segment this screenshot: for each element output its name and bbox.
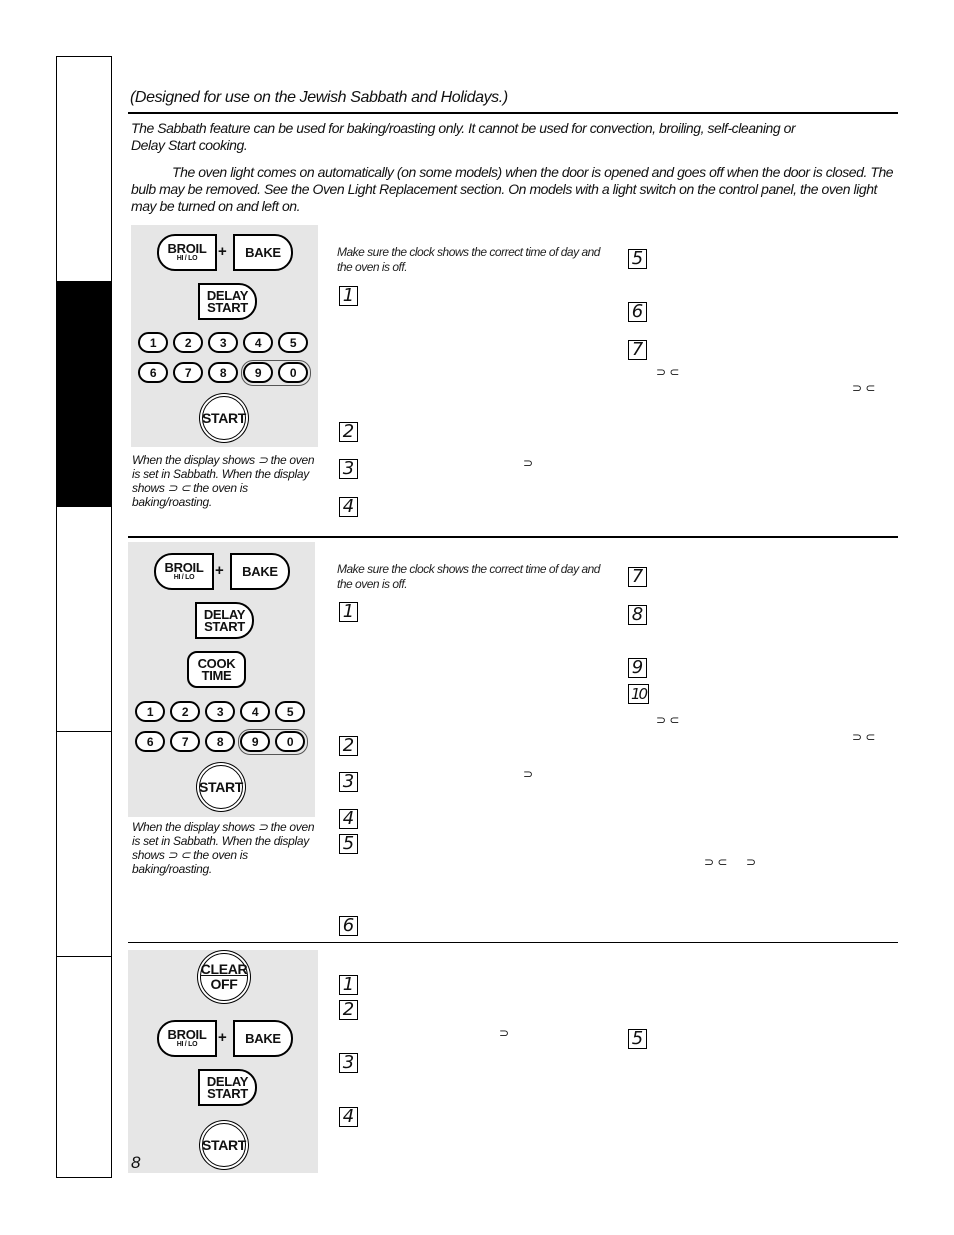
section-tab[interactable] [57,507,111,732]
step-number-10: 10 [628,684,649,704]
delay-start-button-line1: DELAY [206,287,249,303]
plus-sign: + [218,1029,227,1046]
step-number-8: 8 [628,605,647,625]
display-symbol: ⊃ [523,456,534,470]
step-number-2: 2 [339,1000,358,1020]
intro-paragraph-2: The oven light comes on automatically (on some models) when the door is opened and goes off when the door is closed. The bulb may be removed. See the Oven Light Replacement section. On models with a light switch on the control panel, the oven light may be turned on and left on. [131,164,894,214]
start-button-label: START [201,409,247,426]
number-key-3[interactable]: 3 [205,701,235,722]
step-number-4: 4 [339,497,358,517]
broil-label: BROIL [167,240,207,256]
broil-sublabel: HI / LO [176,1040,198,1048]
bake-button[interactable] [230,553,290,590]
bake-label: BAKE [242,563,278,579]
clear-off-button[interactable] [200,953,248,1001]
display-symbol: ⊃ ⊂ [852,730,876,744]
number-key-9[interactable]: 9 [240,731,270,752]
number-key-0[interactable]: 0 [278,362,308,383]
step-number-5: 5 [628,249,647,269]
step-number-9: 9 [628,658,647,678]
step-number-6: 6 [628,302,647,322]
number-key-6[interactable]: 6 [138,362,168,383]
number-key-8[interactable]: 8 [208,362,238,383]
cook-time-button-line2: TIME [201,667,232,683]
step-number-2: 2 [339,736,358,756]
number-key-7[interactable]: 7 [170,731,200,752]
broil-button[interactable] [157,1020,217,1057]
number-key-6[interactable]: 6 [135,731,165,752]
delay-start-button-line2: START [207,1085,248,1101]
display-symbol: ⊃ [746,855,757,869]
cook-time-button-line1: COOK [197,655,236,671]
delay-start-button-line1: DELAY [206,1073,249,1089]
step-number-1: 1 [339,975,358,995]
bake-button[interactable] [233,234,293,271]
start-button[interactable] [202,1123,246,1167]
broil-sublabel: HI / LO [176,254,198,262]
display-caption-2: When the display shows ⊃ the oven is set in Sabbath. When the display shows ⊃ ⊂ the oven is baking/roasting. [132,820,315,876]
number-key-5[interactable]: 5 [275,701,305,722]
number-key-2[interactable]: 2 [173,332,203,353]
number-key-1[interactable]: 1 [138,332,168,353]
section-tab[interactable] [57,57,111,282]
start-button-label: START [201,1136,247,1153]
number-key-9[interactable]: 9 [243,362,273,383]
step-number-1: 1 [339,602,358,622]
section-tab-active[interactable] [57,282,111,507]
bake-label: BAKE [245,244,281,260]
section-tab[interactable] [57,732,111,957]
step-number-4: 4 [339,809,358,829]
step-number-2: 2 [339,422,358,442]
start-button[interactable] [199,765,243,809]
step-number-4: 4 [339,1107,358,1127]
cook-time-button[interactable] [187,651,246,688]
step-number-3: 3 [339,459,358,479]
step-number-1: 1 [339,286,358,306]
plus-sign: + [215,562,224,579]
delay-start-button-line2: START [204,618,245,634]
delay-start-button[interactable] [198,283,257,320]
clear-off-button-label2: OFF [210,976,238,992]
step-number-7: 7 [628,340,647,360]
display-symbol: ⊃ [523,767,534,781]
number-key-0[interactable]: 0 [275,731,305,752]
display-symbol: ⊃ ⊂ [852,381,876,395]
delay-start-button-line1: DELAY [203,606,246,622]
section-tab-strip [56,56,112,1178]
step-number-7: 7 [628,567,647,587]
start-button-label: START [198,778,244,795]
bake-button[interactable] [233,1020,293,1057]
section-divider [128,536,898,538]
plus-sign: + [218,243,227,260]
number-key-2[interactable]: 2 [170,701,200,722]
page-number: 8 [131,1153,141,1172]
delay-start-button[interactable] [195,602,254,639]
display-caption-1: When the display shows ⊃ the oven is set in Sabbath. When the display shows ⊃ ⊂ the oven is baking/roasting. [132,453,315,509]
step-number-6: 6 [339,916,358,936]
number-key-4[interactable]: 4 [240,701,270,722]
section-tab[interactable] [57,957,111,1177]
broil-label: BROIL [164,559,204,575]
step-number-3: 3 [339,772,358,792]
broil-button[interactable] [154,553,214,590]
clear-off-button-label: CLEAR [200,961,248,977]
section-divider [128,942,898,943]
header-rule [128,112,898,114]
number-key-4[interactable]: 4 [243,332,273,353]
delay-start-button-line2: START [207,299,248,315]
delay-start-button[interactable] [198,1069,257,1106]
broil-sublabel: HI / LO [173,573,195,581]
number-key-8[interactable]: 8 [205,731,235,752]
display-symbol: ⊃ ⊂ [656,365,680,379]
number-key-5[interactable]: 5 [278,332,308,353]
page-subtitle: (Designed for use on the Jewish Sabbath and Holidays.) [130,89,508,106]
step-number-3: 3 [339,1053,358,1073]
display-symbol: ⊃ ⊂ [656,713,680,727]
instruction-note-2: Make sure the clock shows the correct time of day and the oven is off. [337,562,600,591]
number-key-1[interactable]: 1 [135,701,165,722]
display-symbol: ⊃ [499,1026,510,1040]
step-number-5: 5 [628,1029,647,1049]
start-button[interactable] [202,396,246,440]
bake-label: BAKE [245,1030,281,1046]
number-key-7[interactable]: 7 [173,362,203,383]
step-number-5: 5 [339,834,358,854]
display-symbol: ⊃ ⊂ [704,855,728,869]
broil-label: BROIL [167,1026,207,1042]
number-key-3[interactable]: 3 [208,332,238,353]
broil-button[interactable] [157,234,217,271]
intro-paragraph-1: The Sabbath feature can be used for baking/roasting only. It cannot be used for convection, broiling, self-cleaning or Delay Start cooking. [131,120,796,153]
instruction-note-1: Make sure the clock shows the correct time of day and the oven is off. [337,245,600,274]
